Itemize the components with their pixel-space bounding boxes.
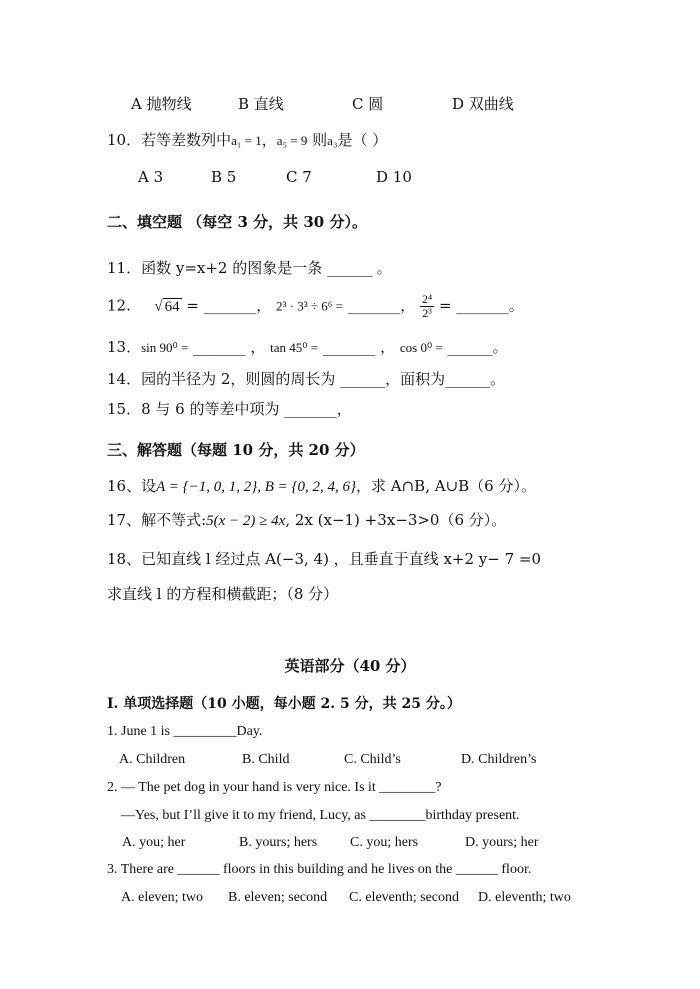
q10-a5: a₅ = 9 [276,133,308,148]
q16-sets: A = {−1, 0, 1, 2}, B = {0, 2, 4, 6} [156,479,357,495]
question-18-line-2: 求直线 l 的方程和横截距；（8 分） [107,585,339,603]
e3-option-a: A. eleven; two [121,890,204,905]
q10-a3: a₃ [327,133,338,148]
q12-fraction-numerator: 2⁴ [421,292,433,306]
question-14: 14．园的半径为 2，则圆的周长为 ______，面积为______。 [107,370,506,388]
english-question-1: 1. June 1 is _________Day. [107,724,263,739]
q13-number: 13． [107,338,142,356]
e2-option-c: C. you; hers [350,835,419,850]
q10-option-d: D 10 [376,168,412,186]
q12-blank-2: _______， [342,296,416,315]
q9-option-b: B 直线 [238,95,284,113]
q10-option-a: A 3 [138,168,164,186]
q9-option-d: D 双曲线 [452,95,514,113]
q17-inequality-1: 5(x − 2) ≥ 4x [206,513,286,529]
q17-prefix: 17、解不等式: [107,511,207,529]
english-question-2: 2. — The pet dog in your hand is very nice. Is it ________? [107,780,442,795]
english-section-1-heading: I. 单项选择题（10 小题，每小题 2. 5 分，共 25 分。） [107,696,461,712]
q12-number: 12. [107,296,131,315]
section-3-heading: 三、解答题（每题 10 分，共 20 分） [107,441,365,459]
q10-option-b: B 5 [211,168,237,186]
q9-option-a: A 抛物线 [131,95,192,113]
e1-option-d: D. Children’s [461,752,537,767]
english-part-title: 英语部分（40 分） [284,657,416,675]
q17-suffix: , 2x (x−1) +3x−3>0（6 分）。 [285,511,507,529]
q12-blank-1: = _______， [181,296,272,315]
q13-blank-1: _______ ， [188,338,266,356]
section-2-title: 二、填空题 [107,213,183,231]
e2-option-b: B. yours; hers [239,835,318,850]
q13-tan: tan 45⁰ = [270,340,319,355]
q16-prefix: 16、设 [107,477,157,495]
q13-cos: cos 0⁰ = [399,340,443,355]
question-16 [107,476,536,497]
q10-prefix: 10．若等差数列中 [107,131,232,149]
e2-option-d: D. yours; her [465,835,539,850]
question-15: 15．8 与 6 的等差中项为 _______， [107,400,352,418]
q16-suffix: ，求 A∩B, A∪B（6 分）。 [356,477,536,495]
q13-blank-3: ______。 [442,338,508,356]
e1-option-c: C. Child’s [344,752,401,767]
q10-a1: a₁ = 1 [231,133,262,148]
english-question-3: 3. There are ______ floors in this building and he lives on the ______ floor. [107,862,532,877]
question-11: 11．函数 y=x+2 的图象是一条 ______ 。 [107,259,392,277]
q10-suffix: 是（ ） [337,131,388,149]
e3-option-c: C. eleventh; second [349,890,460,905]
question-17 [107,510,506,531]
e3-option-b: B. eleven; second [228,890,328,905]
q10-sep: ， [261,131,277,149]
q12-sqrt-radicand: 64 [164,298,180,315]
q12-fraction [420,293,434,320]
section-2-note: （每空 3 分，共 30 分）。 [187,213,367,231]
q13-sin: sin 90⁰ = [141,340,189,355]
question-13 [107,337,508,358]
q9-option-c: C 圆 [352,95,384,113]
q10-option-c: C 7 [286,168,312,186]
e1-option-a: A. Children [119,752,186,767]
q12-sqrt: √ 64 [154,298,180,315]
e3-option-d: D. eleventh; two [478,890,571,905]
q12-blank-3: = _______。 [434,296,524,315]
q10-mid: 则 [307,131,328,149]
e1-option-b: B. Child [242,752,290,767]
q13-blank-2: _______ ， [318,338,396,356]
question-10 [107,130,387,151]
q12-expression: 2³ · 3³ ÷ 6⁶ = [276,298,343,314]
section-2-heading [107,212,367,232]
english-question-2-reply: —Yes, but I’ll give it to my friend, Lucy, as ________birthday present. [121,808,520,823]
question-12 [107,292,524,320]
e2-option-a: A. you; her [122,835,186,850]
question-18-line-1: 18、已知直线 l 经过点 A(−3, 4) ，且垂直于直线 x+2 y− 7 =0 [107,550,542,568]
q12-fraction-denominator: 2³ [422,306,432,320]
